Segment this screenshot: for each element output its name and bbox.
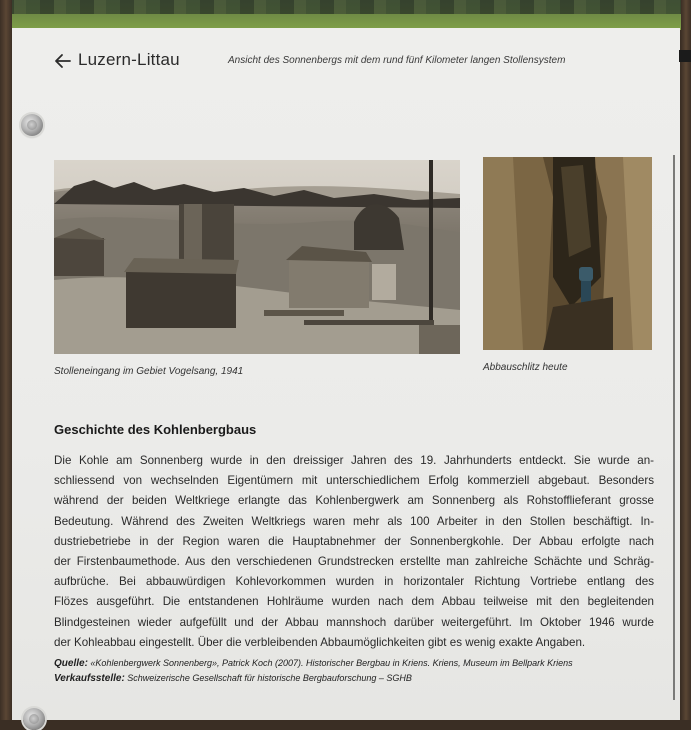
rivet-bottom bbox=[23, 708, 45, 730]
corner-marker bbox=[679, 50, 691, 62]
background-landscape bbox=[0, 0, 691, 30]
sales-text: Schweizerische Gesellschaft für historische Bergbauforschung – SGHB bbox=[127, 673, 412, 683]
body-line: schliessend von wechselnden Eigentümern mit unterschiedlichem Erfolg kommerziell abgebaut. Besonders bbox=[54, 474, 654, 488]
source-label: Quelle: bbox=[54, 658, 88, 669]
body-line: Flözes ausgeführt. Die entstandenen Hohlräume wurden nach dem Abbau teilweise mit den begleitenden bbox=[54, 595, 654, 609]
body-line: aufbrüche. Bei abbauwürdigen Kohlevorkommen wurden in horizontaler Richtung Vortriebe entlang des bbox=[54, 575, 654, 589]
vertical-divider bbox=[673, 155, 675, 700]
rivet-top bbox=[21, 114, 43, 136]
header-subtitle: Ansicht des Sonnenbergs mit dem rund fünf Kilometer langen Stollensystem bbox=[228, 55, 566, 66]
body-line: der Kohleabbau eingestellt. Über die verbleibenden Abbaumöglichkeiten gibt es wenig exakte Angaben. bbox=[54, 635, 586, 649]
main-photo-caption: Stolleneingang im Gebiet Vogelsang, 1941 bbox=[54, 366, 244, 377]
body-line: während der beiden Weltkriege erlangte das Kohlenbergwerk am Sonnenberg als Rohstofflieferant grosse bbox=[54, 494, 654, 508]
sales-line bbox=[54, 671, 664, 686]
location-title: Luzern-Littau bbox=[78, 50, 180, 69]
body-line: Die Kohle am Sonnenberg wurde in den dreissiger Jahren des 19. Jahrhunderts entdeckt. Sie wurde an- bbox=[54, 454, 654, 467]
mining-slit-photo bbox=[483, 157, 652, 350]
body-line: dustriebetriebe in der Region waren die Hauptabnehmer der Sonnenbergkohle. Der Abbau erfolgte nach bbox=[54, 534, 654, 548]
article-body bbox=[54, 451, 654, 653]
source-line bbox=[54, 656, 664, 671]
sales-label: Verkaufsstelle: bbox=[54, 673, 125, 684]
wooden-post-left bbox=[0, 0, 12, 720]
wooden-post-right bbox=[681, 0, 691, 720]
body-line: Blindgesteinen wieder aufgefüllt und der Abbau mannshoch darüber weitergeführt. Im Oktober 1946 wurde bbox=[54, 615, 654, 629]
side-photo-caption: Abbauschlitz heute bbox=[483, 362, 568, 373]
historic-mine-photo bbox=[54, 160, 460, 354]
footer-credits bbox=[54, 656, 664, 686]
article-heading: Geschichte des Kohlenbergbaus bbox=[54, 422, 257, 437]
tree-line bbox=[0, 0, 691, 14]
body-line: der Firstenbaumethode. Aus den verschiedenen Grundstrecken erstellte man zahlreiche Schächte und Schräg- bbox=[54, 555, 654, 569]
source-text: «Kohlenbergwerk Sonnenberg», Patrick Koch (2007). Historischer Bergbau in Kriens. Kriens, Museum im Bellpark Kriens bbox=[90, 658, 573, 668]
arrow-left-icon bbox=[54, 51, 72, 71]
body-line: Bedeutung. Während des Zweiten Weltkriegs waren mehr als 100 Arbeiter in den Stollen beschäftigt. In- bbox=[54, 514, 654, 528]
